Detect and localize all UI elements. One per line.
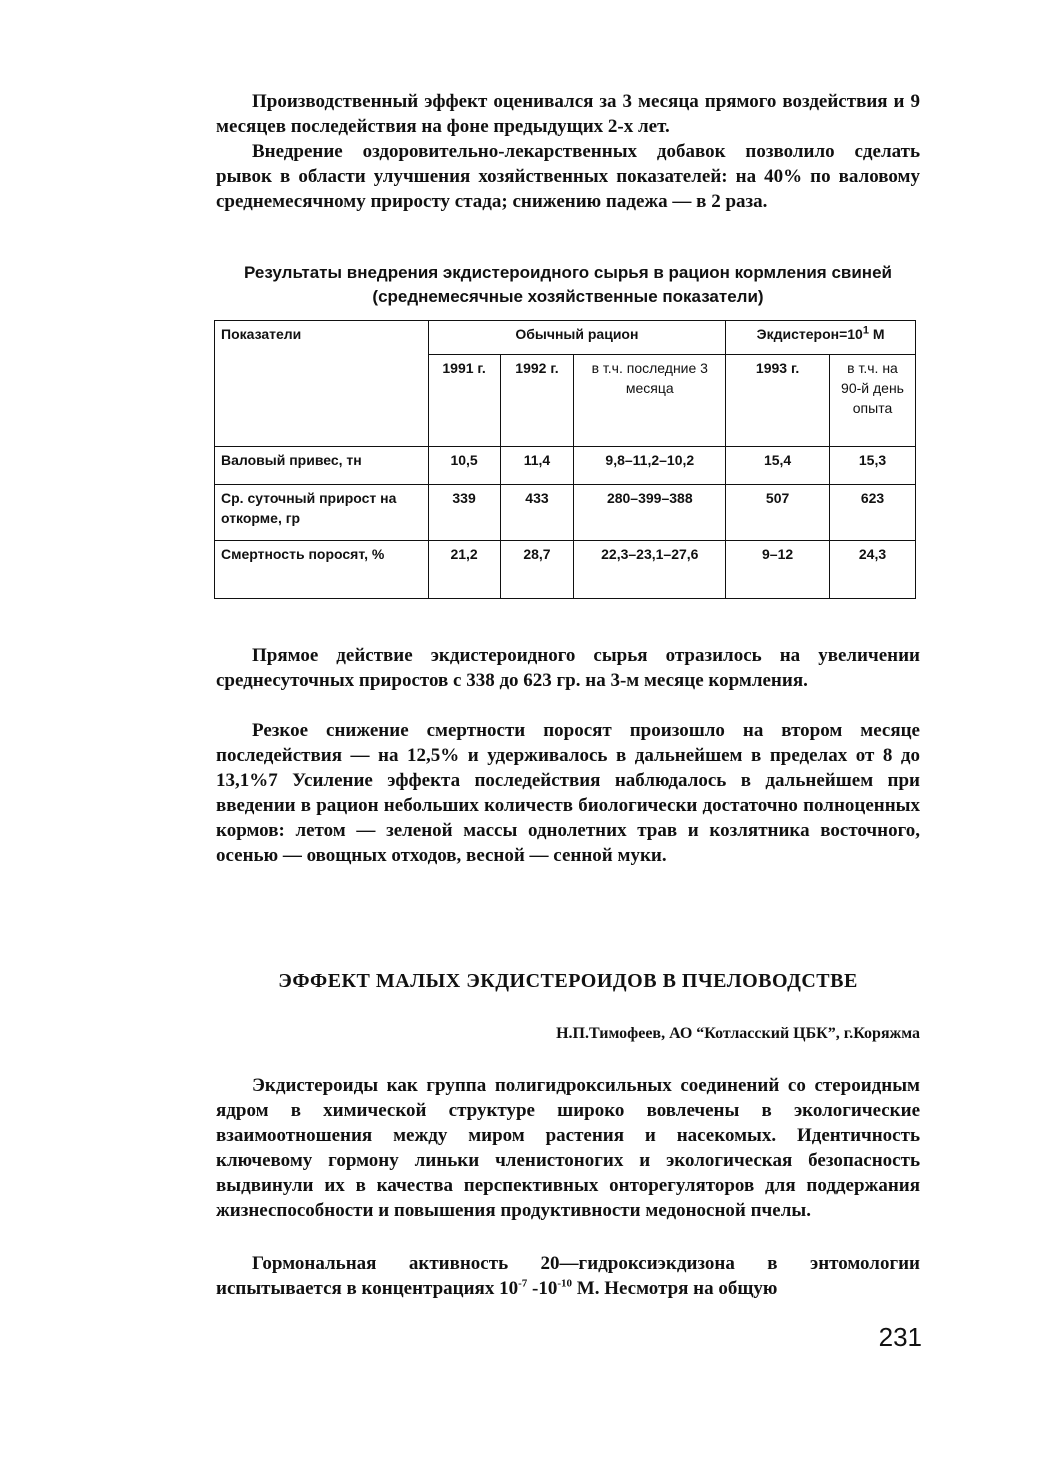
- subheader-1991: 1991 г.: [428, 355, 500, 447]
- header-ecdysterone-value: =10: [839, 326, 863, 342]
- cell-1992: 28,7: [500, 541, 574, 599]
- table-caption: Результаты внедрения экдистероидного сырья в рацион кормления свиней (среднемесячные хозяйственные показатели): [244, 263, 892, 306]
- table-row: [215, 485, 916, 541]
- cell-last-3-months: 22,3–23,1–27,6: [574, 541, 726, 599]
- cell-1991: 21,2: [428, 541, 500, 599]
- cell-1991: 339: [428, 485, 500, 541]
- row-label: Смертность поросят, %: [215, 541, 429, 599]
- table-row: [215, 447, 916, 485]
- article-paragraph-2-mid: -10: [527, 1278, 558, 1299]
- article-paragraph-2-start: Гормональная активность 20—гидроксиэкдизона в энтомологии испытывается в концентрациях 10: [216, 1253, 920, 1299]
- table-header-row: [215, 321, 916, 355]
- results-table: [214, 320, 916, 599]
- results-paragraph-1: Прямое действие экдистероидного сырья отразилось на увеличении среднесуточных приростов с 338 до 623 гр. на 3-м месяце кормления.: [216, 645, 920, 691]
- cell-day-90: 15,3: [830, 447, 916, 485]
- header-indicators: Показатели: [215, 321, 429, 447]
- cell-last-3-months: 9,8–11,2–10,2: [574, 447, 726, 485]
- cell-last-3-months: 280–399–388: [574, 485, 726, 541]
- cell-1993: 9–12: [726, 541, 830, 599]
- row-label: Ср. суточный прирост на откорме, гр: [215, 485, 429, 541]
- cell-1991: 10,5: [428, 447, 500, 485]
- subheader-1992: 1992 г.: [500, 355, 574, 447]
- subheader-day-90: в т.ч. на 90-й день опыта: [830, 355, 916, 447]
- intro-paragraph-2: Внедрение оздоровительно-лекарственных добавок позволило сделать рывок в области улучшения хозяйственных показателей: на 40% по валовому среднемесячному приросту стада; снижению падежа — в 2 раза.: [216, 141, 920, 212]
- header-ordinary-ration: Обычный рацион: [428, 321, 726, 355]
- article-paragraph-2: [216, 1251, 920, 1301]
- intro-paragraph-1: Производственный эффект оценивался за 3 месяца прямого воздействия и 9 месяцев последействия на фоне предыдущих 2-х лет.: [216, 91, 920, 137]
- cell-day-90: 623: [830, 485, 916, 541]
- article-author: Н.П.Тимофеев, АО “Котласский ЦБК”, г.Коряжма: [556, 1025, 920, 1042]
- cell-1992: 433: [500, 485, 574, 541]
- cell-1993: 507: [726, 485, 830, 541]
- header-ecdysterone: [726, 321, 916, 355]
- header-ecdysterone-prefix: Экдистерон: [756, 326, 840, 342]
- article-title: ЭФФЕКТ МАЛЫХ ЭКДИСТЕРОИДОВ В ПЧЕЛОВОДСТВЕ: [278, 970, 858, 992]
- page-number: 231: [878, 1322, 922, 1352]
- exponent-minus-10: -10: [557, 1277, 573, 1290]
- results-paragraph-2: Резкое снижение смертности поросят произошло на втором месяце последействия — на 12,5% и удерживалось в дальнейшем в пределах от 8 до 13,1%7 Усиление эффекта последействия наблюдалось в дальнейшем при введении в рацион небольших количеств биологически достаточно полноценных кормов: летом — зеленой массы однолетних трав и козлятника восточного, осенью — овощных отходов, весной — сенной муки.: [216, 720, 920, 866]
- cell-day-90: 24,3: [830, 541, 916, 599]
- article-paragraph-2-end: М. Несмотря на общую: [572, 1278, 778, 1299]
- cell-1993: 15,4: [726, 447, 830, 485]
- cell-1992: 11,4: [500, 447, 574, 485]
- header-ecdysterone-unit: М: [868, 326, 885, 342]
- header-ecdysterone-exponent: 1: [862, 324, 869, 337]
- table-row: [215, 541, 916, 599]
- row-label: Валовый привес, тн: [215, 447, 429, 485]
- subheader-last-3-months: в т.ч. последние 3 месяца: [574, 355, 726, 447]
- article-paragraph-1: Экдистероиды как группа полигидроксильных соединений со стероидным ядром в химической структуре широко вовлечены в экологические взаимоотношения между миром растения и насекомых. Идентичность ключевому гормону линьки членистоногих и экологическая безопасность выдвинули их в качества перспективных онторегуляторов для поддержания жизнеспособности и повышения продуктивности медоносной пчелы.: [216, 1075, 920, 1221]
- exponent-minus-7: -7: [518, 1277, 528, 1290]
- subheader-1993: 1993 г.: [726, 355, 830, 447]
